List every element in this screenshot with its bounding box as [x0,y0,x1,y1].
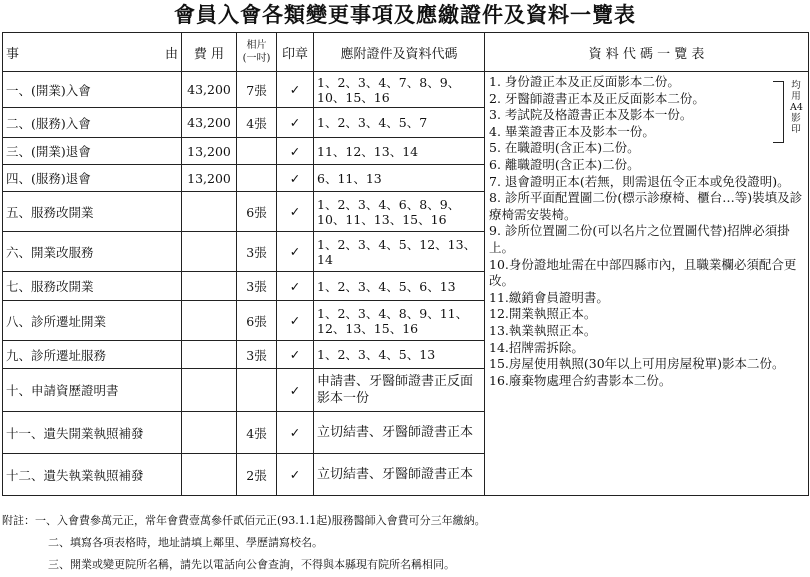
check-icon: ✓ [277,108,314,138]
row-photo: 6張 [237,192,277,232]
check-icon: ✓ [277,138,314,165]
check-icon: ✓ [277,192,314,232]
row-docs: 1、2、3、4、6、8、9、10、11、13、15、16 [314,192,485,232]
row-photo: 2張 [237,454,277,496]
check-icon: ✓ [277,165,314,192]
header-docs: 應附證件及資料代碼 [314,33,485,72]
row-photo [237,165,277,192]
check-icon: ✓ [277,272,314,301]
legend-item: 3. 考試院及格證書正本及影本一份。 [489,107,693,123]
legend-item: 14.招牌需拆除。 [489,339,584,355]
row-photo: 3張 [237,341,277,369]
legend-item: 5. 在職證明(含正本)二份。 [489,140,640,156]
row-photo: 4張 [237,412,277,454]
footnote-2: 二、填寫各項表格時，地址請填上鄰里、學歷請寫校名。 [48,536,323,549]
row-docs: 1、2、3、4、5、13 [314,341,485,369]
row-docs: 1、2、3、4、5、12、13、14 [314,232,485,272]
row-fee: 13,200 [182,138,237,165]
row-photo: 3張 [237,272,277,301]
row-fee [182,369,237,412]
row-fee: 43,200 [182,108,237,138]
row-fee: 13,200 [182,165,237,192]
row-fee [182,454,237,496]
row-name: 六、開業改服務 [3,232,182,272]
legend-cell [485,72,809,496]
legend-item: 13.執業執照正本。 [489,322,597,338]
header-fee: 費 用 [182,33,237,72]
footnote-1: 附註：一、入會費參萬元正，常年會費壹萬參仟貳佰元正(93.1.1起)服務醫師入會費可分三年繳納。 [2,514,486,527]
row-photo [237,138,277,165]
header-subject-left: 事 [6,46,20,62]
row-name: 四、(服務)退會 [3,165,182,192]
row-fee [182,412,237,454]
row-photo: 6張 [237,301,277,341]
header-legend: 資 料 代 碼 一 覽 表 [485,33,809,72]
check-icon: ✓ [277,369,314,412]
page-title: 會員入會各類變更事項及應繳證件及資料一覽表 [174,3,636,27]
header-photo [237,33,277,72]
row-fee [182,341,237,369]
row-name: 二、(服務)入會 [3,108,182,138]
fee-table [2,32,809,496]
header-subject-right: 由 [164,46,178,62]
check-icon: ✓ [277,72,314,108]
row-photo: 7張 [237,72,277,108]
row-name: 七、服務改開業 [3,272,182,301]
check-icon: ✓ [277,301,314,341]
row-name: 三、(開業)退會 [3,138,182,165]
header-row [3,33,809,72]
check-icon: ✓ [277,341,314,369]
row-name: 八、診所遷址開業 [3,301,182,341]
row-fee: 43,200 [182,72,237,108]
row-name: 一、(開業)入會 [3,72,182,108]
legend-item: 8. 診所平面配置圖二份(標示診療椅、櫃台…等)裝填及診療椅需安裝椅。 [489,190,803,222]
row-photo [237,369,277,412]
row-name: 九、診所遷址服務 [3,341,182,369]
legend-item: 12.開業執照正本。 [489,306,597,322]
row-name: 五、服務改開業 [3,192,182,232]
row-docs: 1、2、3、4、5、6、13 [314,272,485,301]
bracket-line [773,81,784,143]
row-docs: 1、2、3、4、5、7 [314,108,485,138]
table-row [3,72,809,108]
legend-item: 11.繳銷會員證明書。 [489,289,609,305]
row-name: 十一、遺失開業執照補發 [3,412,182,454]
row-docs: 1、2、3、4、8、9、11、12、13、15、16 [314,301,485,341]
row-docs: 6、11、13 [314,165,485,192]
footnote-3: 三、開業或變更院所名稱，請先以電話向公會查詢，不得與本縣現有院所名稱相同。 [48,558,455,571]
check-icon: ✓ [277,232,314,272]
header-seal: 印章 [277,33,314,72]
legend-item: 6. 離職證明(含正本)二份。 [489,156,640,172]
header-photo-line1: 相片 [246,40,267,51]
row-docs: 11、12、13、14 [314,138,485,165]
row-photo: 4張 [237,108,277,138]
legend-item: 10.身份證地址需在中部四縣市內，且職業欄必須配合更改。 [489,256,797,289]
bracket-note: 均用A4影印 [790,80,803,135]
row-fee [182,192,237,232]
row-docs: 申請書、牙醫師證書正反面影本一份 [314,369,485,412]
row-name: 十、申請資歷證明書 [3,369,182,412]
legend-item: 9. 診所位置圖二份(可以名片之位置圖代替)招牌必須掛上。 [489,223,790,255]
legend-item: 1. 身份證正本及正反面影本二份。 [489,74,680,89]
check-icon: ✓ [277,454,314,496]
row-photo: 3張 [237,232,277,272]
row-docs: 1、2、3、4、7、8、9、10、15、16 [314,72,485,108]
row-name: 十二、遺失執業執照補發 [3,454,182,496]
legend-item: 15.房屋使用執照(30年以上可用房屋稅單)影本二份。 [489,356,785,372]
row-fee [182,272,237,301]
header-photo-line2: (一吋) [242,53,271,64]
legend-item: 7. 退會證明正本(若無，則需退伍令正本或免役證明)。 [489,173,790,189]
row-fee [182,301,237,341]
legend-item: 2. 牙醫師證書正本及正反面影本二份。 [489,90,705,106]
row-docs: 立切結書、牙醫師證書正本 [314,412,485,454]
legend-item: 16.廢棄物處理合約書影本二份。 [489,372,672,388]
legend-item: 4. 畢業證書正本及影本一份。 [489,123,655,139]
header-subject [3,33,182,72]
row-docs: 立切結書、牙醫師證書正本 [314,454,485,496]
row-fee [182,232,237,272]
check-icon: ✓ [277,412,314,454]
footnotes [2,510,808,576]
